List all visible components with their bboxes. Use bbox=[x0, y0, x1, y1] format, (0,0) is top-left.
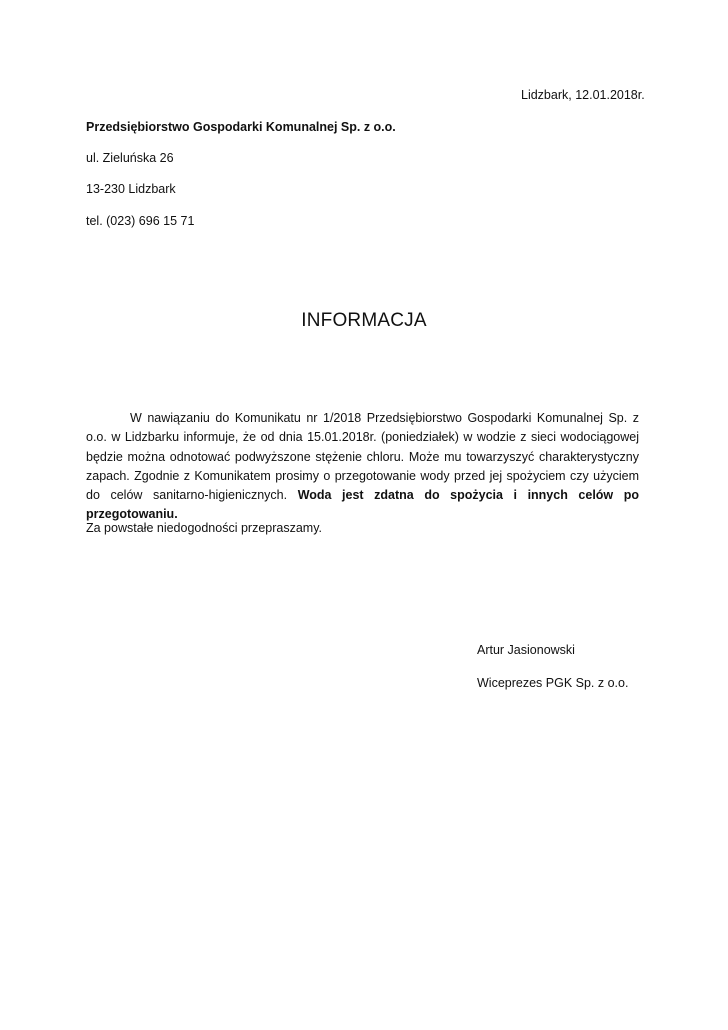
sender-phone: tel. (023) 696 15 71 bbox=[86, 214, 195, 228]
sender-street: ul. Zieluńska 26 bbox=[86, 151, 174, 165]
body-bold-text: Woda jest zdatna do spożycia i innych celów po przegotowaniu. bbox=[86, 488, 639, 522]
body-text: W nawiązaniu do Komunikatu nr 1/2018 Przedsiębiorstwo Gospodarki Komunalnej Sp. z o.o. w Lidzbarku informuje, że od dnia 15.01.2018r. (poniedziałek) w wodzie z sieci wodociągowej będzie można odnotować podwyższone stężenie chloru. Może mu towarzyszyć charakterystyczny zapach. Zgodnie z Komunikatem prosimy o przegotowanie wody przed jej spożyciem czy użyciem do celów sanitarno-higienicznych. bbox=[86, 411, 639, 503]
sender-city: 13-230 Lidzbark bbox=[86, 182, 176, 196]
signature-role: Wiceprezes PGK Sp. z o.o. bbox=[477, 676, 629, 690]
document-title: INFORMACJA bbox=[301, 310, 427, 331]
signature-name: Artur Jasionowski bbox=[477, 643, 575, 657]
apology-text: Za powstałe niedogodności przepraszamy. bbox=[86, 521, 323, 535]
sender-company: Przedsiębiorstwo Gospodarki Komunalnej Sp. z o.o. bbox=[86, 120, 396, 134]
letter-date: Lidzbark, 12.01.2018r. bbox=[521, 88, 645, 102]
body-paragraph bbox=[86, 409, 639, 525]
